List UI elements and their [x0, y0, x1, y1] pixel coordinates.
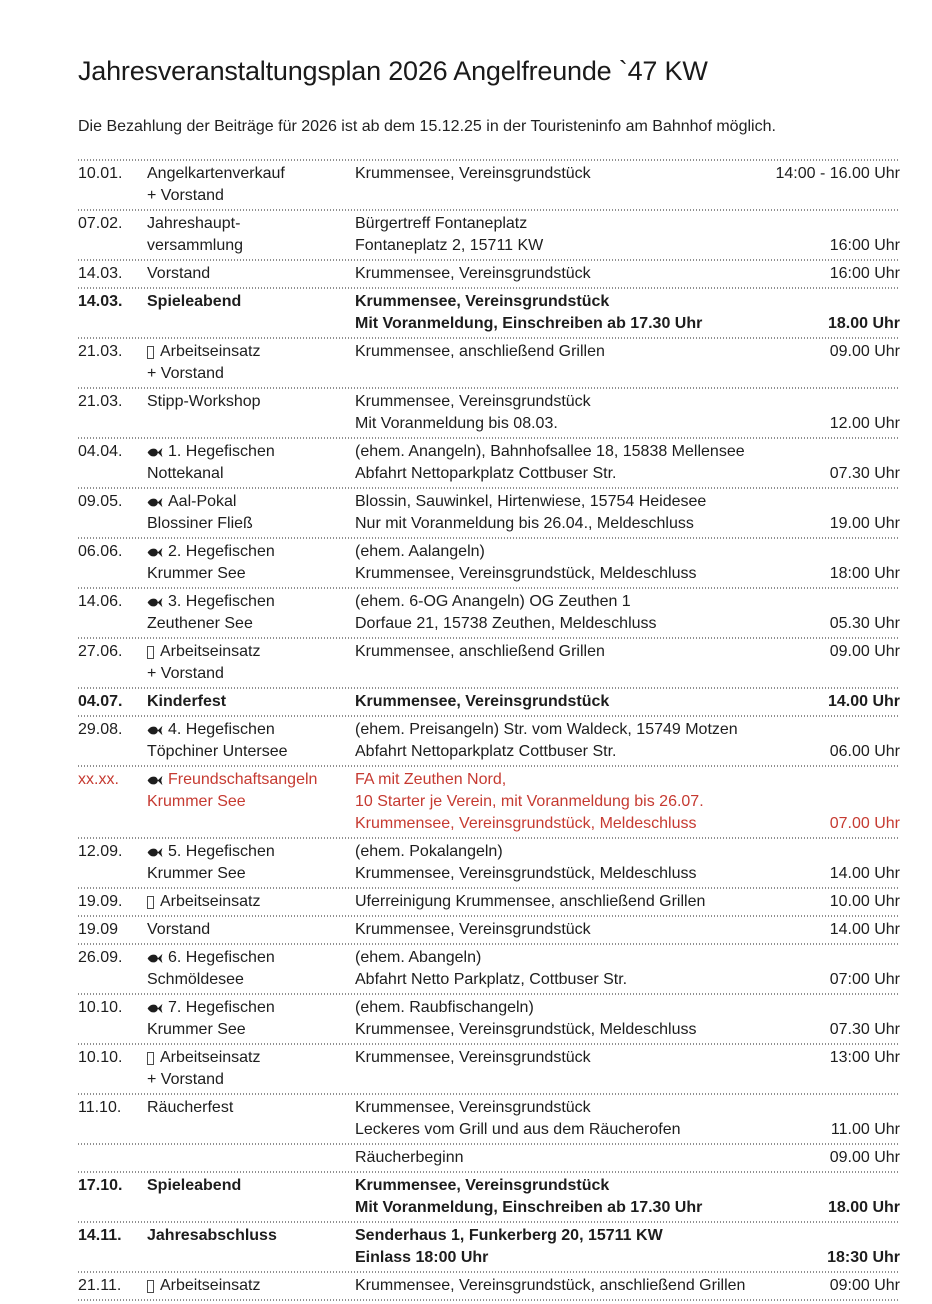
event-name-text: 3. Hegefischen — [168, 593, 275, 610]
schedule-line — [78, 391, 900, 413]
event-detail: Krummensee, Vereinsgrundstück, Meldeschluss — [355, 1021, 697, 1038]
event-date: xx.xx. — [78, 771, 119, 788]
event-name-text: Vorstand — [147, 265, 211, 282]
schedule-row — [78, 767, 900, 837]
event-date: 21.11. — [78, 1277, 122, 1294]
schedule-row — [78, 1045, 900, 1093]
event-time: 07.00 Uhr — [829, 815, 900, 832]
event-detail: (ehem. Preisangeln) Str. vom Waldeck, 15749 Motzen — [355, 721, 738, 738]
event-detail: Mit Voranmeldung, Einschreiben ab 17.30 Uhr — [355, 1199, 703, 1216]
event-name-text: Aal-Pokal — [168, 493, 237, 510]
event-time: 16:00 Uhr — [829, 265, 900, 282]
schedule-line — [78, 363, 900, 385]
event-name-text: Schmöldesee — [147, 971, 244, 988]
event-name — [147, 163, 355, 185]
event-name — [147, 919, 355, 941]
event-date: 11.10. — [78, 1099, 122, 1116]
fish-icon — [147, 1003, 163, 1014]
event-time: 09.00 Uhr — [829, 343, 900, 360]
event-name — [147, 185, 355, 207]
event-time: 19.00 Uhr — [829, 515, 900, 532]
event-name-text: Krummer See — [147, 565, 246, 582]
schedule-row — [78, 995, 900, 1043]
event-time: 18.00 Uhr — [827, 1199, 900, 1216]
event-detail: FA mit Zeuthen Nord, — [355, 771, 507, 788]
event-date: 04.07. — [78, 693, 123, 710]
event-detail: (ehem. Aalangeln) — [355, 543, 485, 560]
event-detail: Krummensee, Vereinsgrundstück — [355, 165, 591, 182]
event-date: 19.09 — [78, 921, 119, 938]
schedule-row — [78, 639, 900, 687]
schedule-row — [78, 717, 900, 765]
event-name — [147, 1069, 355, 1091]
fish-icon — [147, 847, 163, 858]
event-detail: Nur mit Voranmeldung bis 26.04., Meldeschluss — [355, 515, 694, 532]
schedule-row — [78, 917, 900, 943]
event-time: 11.00 Uhr — [830, 1121, 900, 1138]
event-detail: Mit Voranmeldung bis 08.03. — [355, 415, 558, 432]
schedule-line — [78, 791, 900, 813]
schedule-line — [78, 235, 900, 257]
event-detail: Krummensee, Vereinsgrundstück — [355, 393, 591, 410]
event-name-text: Räucherfest — [147, 1099, 234, 1116]
event-name — [147, 541, 355, 563]
schedule-line — [78, 1197, 900, 1219]
event-name-text: Blossiner Fließ — [147, 515, 253, 532]
event-name — [147, 741, 355, 763]
event-name-text: Zeuthener See — [147, 615, 253, 632]
schedule-row — [78, 589, 900, 637]
schedule-row — [78, 689, 900, 715]
event-detail: Bürgertreff Fontaneplatz — [355, 215, 528, 232]
event-name-text: Arbeitseinsatz — [160, 1277, 261, 1294]
event-detail: Räucherbeginn — [355, 1149, 464, 1166]
schedule-line — [78, 947, 900, 969]
event-detail: Krummensee, Vereinsgrundstück, anschließend Grillen — [355, 1277, 746, 1294]
event-time: 14.00 Uhr — [829, 921, 900, 938]
event-name — [147, 863, 355, 885]
event-name-text: Töpchiner Untersee — [147, 743, 288, 760]
schedule-line — [78, 997, 900, 1019]
event-name-text: 6. Hegefischen — [168, 949, 275, 966]
event-date: 27.06. — [78, 643, 123, 660]
event-detail: Einlass 18:00 Uhr — [355, 1249, 489, 1266]
event-name-text: 1. Hegefischen — [168, 443, 275, 460]
event-name — [147, 291, 355, 313]
event-name-text: + Vorstand — [147, 365, 224, 382]
schedule-line — [78, 591, 900, 613]
missing-glyph-icon — [147, 646, 154, 659]
schedule-line — [78, 1147, 900, 1169]
event-date: 21.03. — [78, 393, 123, 410]
event-time: 18:00 Uhr — [829, 565, 900, 582]
event-name-text: Jahresabschluss — [147, 1227, 277, 1244]
event-name — [147, 213, 355, 235]
event-date: 12.09. — [78, 843, 123, 860]
event-name-text: Nottekanal — [147, 465, 224, 482]
fish-icon — [147, 953, 163, 964]
event-time: 05.30 Uhr — [829, 615, 900, 632]
event-name — [147, 769, 355, 791]
schedule-row — [78, 389, 900, 437]
event-detail: (ehem. Abangeln) — [355, 949, 482, 966]
event-time: 06.00 Uhr — [829, 743, 900, 760]
event-detail: Uferreinigung Krummensee, anschließend Grillen — [355, 893, 706, 910]
schedule-line — [78, 641, 900, 663]
event-time: 14.00 Uhr — [829, 865, 900, 882]
fish-icon — [147, 597, 163, 608]
schedule-line — [78, 969, 900, 991]
schedule-row — [78, 211, 900, 259]
event-name — [147, 1097, 355, 1119]
event-time: 10.00 Uhr — [829, 893, 900, 910]
event-name-text: Jahreshaupt- — [147, 215, 241, 232]
event-time: 13:00 Uhr — [829, 1049, 900, 1066]
schedule-line — [78, 1247, 900, 1269]
event-detail: Fontaneplatz 2, 15711 KW — [355, 237, 544, 254]
schedule-line — [78, 163, 900, 185]
schedule-line — [78, 1119, 900, 1141]
schedule-line — [78, 313, 900, 335]
event-name — [147, 441, 355, 463]
schedule-row — [78, 161, 900, 209]
event-detail: Leckeres vom Grill und aus dem Räucherofen — [355, 1121, 681, 1138]
schedule-table — [78, 159, 900, 1301]
event-name — [147, 841, 355, 863]
row-separator — [78, 1299, 900, 1301]
event-name — [147, 513, 355, 535]
page-subtitle: Die Bezahlung der Beiträge für 2026 ist ab dem 15.12.25 in der Touristeninfo am Bahnhof möglich. — [78, 118, 776, 135]
event-time: 18:30 Uhr — [827, 1249, 900, 1266]
schedule-row — [78, 539, 900, 587]
event-detail: Krummensee, anschließend Grillen — [355, 643, 605, 660]
missing-glyph-icon — [147, 1280, 154, 1293]
schedule-row — [78, 289, 900, 337]
event-detail: Krummensee, Vereinsgrundstück — [355, 921, 591, 938]
event-date: 09.05. — [78, 493, 123, 510]
event-name-text: 5. Hegefischen — [168, 843, 275, 860]
event-name-text: versammlung — [147, 237, 244, 254]
event-time: 07:00 Uhr — [829, 971, 900, 988]
schedule-row — [78, 1173, 900, 1221]
event-name-text: 7. Hegefischen — [168, 999, 275, 1016]
event-name — [147, 463, 355, 485]
event-detail: Senderhaus 1, Funkerberg 20, 15711 KW — [355, 1227, 663, 1244]
event-date: 10.10. — [78, 999, 123, 1016]
schedule-line — [78, 863, 900, 885]
event-date: 10.10. — [78, 1049, 123, 1066]
event-name-text: Arbeitseinsatz — [160, 343, 261, 360]
schedule-line — [78, 1275, 900, 1297]
event-time: 12.00 Uhr — [829, 415, 900, 432]
event-detail: Krummensee, Vereinsgrundstück — [355, 265, 591, 282]
schedule-row — [78, 1273, 900, 1299]
event-name — [147, 969, 355, 991]
event-time: 09.00 Uhr — [829, 1149, 900, 1166]
schedule-line — [78, 813, 900, 835]
event-name — [147, 591, 355, 613]
schedule-row — [78, 1223, 900, 1271]
schedule-row — [78, 945, 900, 993]
event-time: 07.30 Uhr — [829, 1021, 900, 1038]
event-name-text: Krummer See — [147, 865, 246, 882]
schedule-line — [78, 213, 900, 235]
schedule-line — [78, 541, 900, 563]
schedule-row — [78, 339, 900, 387]
event-name-text: 4. Hegefischen — [168, 721, 275, 738]
event-name — [147, 1047, 355, 1069]
event-name-text: Krummer See — [147, 793, 246, 810]
schedule-line — [78, 741, 900, 763]
event-detail: Abfahrt Nettoparkplatz Cottbuser Str. — [355, 465, 617, 482]
event-name — [147, 235, 355, 257]
event-detail: Krummensee, anschließend Grillen — [355, 343, 605, 360]
schedule-line — [78, 719, 900, 741]
event-name-text: Spieleabend — [147, 1177, 242, 1194]
event-name — [147, 691, 355, 713]
event-name-text: Freundschaftsangeln — [168, 771, 318, 788]
event-date: 14.03. — [78, 293, 123, 310]
schedule-line — [78, 463, 900, 485]
event-time: 16:00 Uhr — [829, 237, 900, 254]
event-name — [147, 563, 355, 585]
event-name — [147, 791, 355, 813]
schedule-row — [78, 1095, 900, 1143]
schedule-line — [78, 185, 900, 207]
event-detail: Krummensee, Vereinsgrundstück — [355, 1049, 591, 1066]
event-detail: Krummensee, Vereinsgrundstück — [355, 693, 610, 710]
event-name-text: Krummer See — [147, 1021, 246, 1038]
schedule-line — [78, 919, 900, 941]
event-detail: Krummensee, Vereinsgrundstück — [355, 1177, 610, 1194]
event-detail: Krummensee, Vereinsgrundstück, Meldeschluss — [355, 565, 697, 582]
schedule-line — [78, 1175, 900, 1197]
event-date: 04.04. — [78, 443, 123, 460]
fish-icon — [147, 725, 163, 736]
schedule-line — [78, 841, 900, 863]
event-name-text: Kinderfest — [147, 693, 227, 710]
event-name-text: Arbeitseinsatz — [160, 643, 261, 660]
schedule-line — [78, 1047, 900, 1069]
event-date: 29.08. — [78, 721, 123, 738]
schedule-row — [78, 1145, 900, 1171]
schedule-line — [78, 413, 900, 435]
schedule-line — [78, 1069, 900, 1091]
schedule-row — [78, 889, 900, 915]
event-detail: Abfahrt Netto Parkplatz, Cottbuser Str. — [355, 971, 628, 988]
event-time: 07.30 Uhr — [829, 465, 900, 482]
event-name — [147, 391, 355, 413]
event-time: 09:00 Uhr — [829, 1277, 900, 1294]
schedule-line — [78, 563, 900, 585]
event-name — [147, 719, 355, 741]
fish-icon — [147, 775, 163, 786]
schedule-line — [78, 513, 900, 535]
missing-glyph-icon — [147, 1052, 154, 1065]
event-detail: (ehem. 6-OG Anangeln) OG Zeuthen 1 — [355, 593, 631, 610]
event-detail: (ehem. Anangeln), Bahnhofsallee 18, 15838 Mellensee — [355, 443, 745, 460]
event-name — [147, 641, 355, 663]
event-name-text: + Vorstand — [147, 187, 224, 204]
schedule-line — [78, 769, 900, 791]
event-date: 17.10. — [78, 1177, 123, 1194]
fish-icon — [147, 497, 163, 508]
event-name — [147, 1019, 355, 1041]
event-detail: Krummensee, Vereinsgrundstück, Meldeschluss — [355, 865, 697, 882]
event-name — [147, 263, 355, 285]
event-name — [147, 891, 355, 913]
schedule-line — [78, 1225, 900, 1247]
event-detail: (ehem. Raubfischangeln) — [355, 999, 534, 1016]
event-detail: Abfahrt Nettoparkplatz Cottbuser Str. — [355, 743, 617, 760]
event-date: 21.03. — [78, 343, 123, 360]
schedule-line — [78, 291, 900, 313]
event-name — [147, 613, 355, 635]
event-detail: Krummensee, Vereinsgrundstück, Meldeschluss — [355, 815, 697, 832]
schedule-line — [78, 891, 900, 913]
schedule-line — [78, 441, 900, 463]
event-date: 06.06. — [78, 543, 123, 560]
event-time: 18.00 Uhr — [827, 315, 900, 332]
event-detail: Krummensee, Vereinsgrundstück — [355, 1099, 591, 1116]
schedule-line — [78, 491, 900, 513]
event-detail: Dorfaue 21, 15738 Zeuthen, Meldeschluss — [355, 615, 657, 632]
event-time: 09.00 Uhr — [829, 643, 900, 660]
event-time: 14:00 - 16.00 Uhr — [775, 165, 900, 182]
event-name — [147, 1175, 355, 1197]
event-name-text: + Vorstand — [147, 665, 224, 682]
event-name — [147, 1225, 355, 1247]
event-name-text: + Vorstand — [147, 1071, 224, 1088]
schedule-row — [78, 261, 900, 287]
fish-icon — [147, 547, 163, 558]
missing-glyph-icon — [147, 346, 154, 359]
event-name-text: 2. Hegefischen — [168, 543, 275, 560]
schedule-line — [78, 691, 900, 713]
event-time: 14.00 Uhr — [827, 693, 900, 710]
event-name-text: Spieleabend — [147, 293, 242, 310]
event-name — [147, 997, 355, 1019]
event-date: 07.02. — [78, 215, 123, 232]
schedule-line — [78, 1019, 900, 1041]
event-name-text: Arbeitseinsatz — [160, 893, 261, 910]
event-name — [147, 363, 355, 385]
event-detail: Mit Voranmeldung, Einschreiben ab 17.30 Uhr — [355, 315, 703, 332]
schedule-line — [78, 613, 900, 635]
schedule-line — [78, 263, 900, 285]
event-name-text: Arbeitseinsatz — [160, 1049, 261, 1066]
event-date: 14.03. — [78, 265, 123, 282]
schedule-row — [78, 839, 900, 887]
schedule-row — [78, 489, 900, 537]
event-date: 26.09. — [78, 949, 123, 966]
event-date: 19.09. — [78, 893, 123, 910]
event-name — [147, 491, 355, 513]
event-detail: 10 Starter je Verein, mit Voranmeldung bis 26.07. — [355, 793, 704, 810]
event-name — [147, 947, 355, 969]
event-date: 14.11. — [78, 1227, 122, 1244]
page-title: Jahresveranstaltungsplan 2026 Angelfreunde `47 KW — [78, 56, 708, 86]
schedule-line — [78, 1097, 900, 1119]
event-name-text: Stipp-Workshop — [147, 393, 261, 410]
event-detail: (ehem. Pokalangeln) — [355, 843, 503, 860]
event-date: 14.06. — [78, 593, 123, 610]
event-detail: Blossin, Sauwinkel, Hirtenwiese, 15754 Heidesee — [355, 493, 707, 510]
schedule-line — [78, 341, 900, 363]
schedule-row — [78, 439, 900, 487]
event-name — [147, 663, 355, 685]
missing-glyph-icon — [147, 896, 154, 909]
event-name — [147, 1275, 355, 1297]
event-date: 10.01. — [78, 165, 123, 182]
fish-icon — [147, 447, 163, 458]
event-name — [147, 341, 355, 363]
event-detail: Krummensee, Vereinsgrundstück — [355, 293, 610, 310]
event-name-text: Angelkartenverkauf — [147, 165, 285, 182]
event-name-text: Vorstand — [147, 921, 211, 938]
schedule-line — [78, 663, 900, 685]
